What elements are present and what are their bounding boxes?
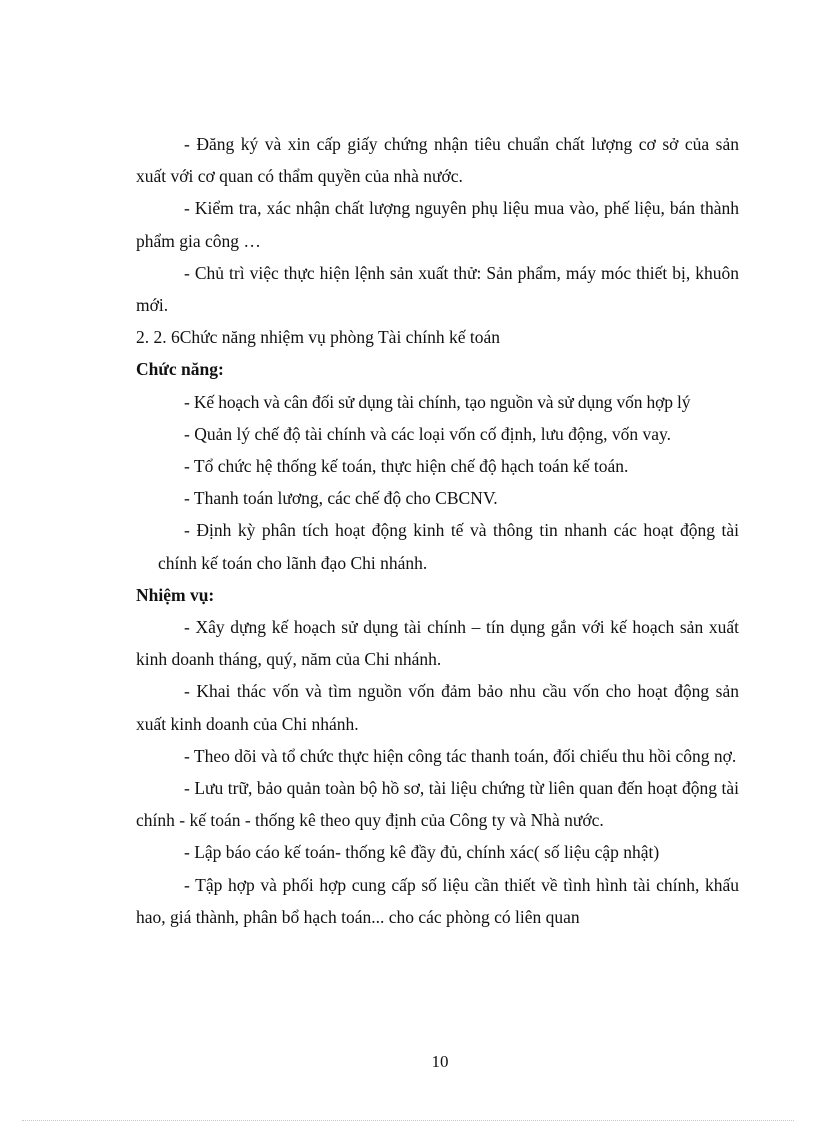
function-item: - Quản lý chế độ tài chính và các loại vốn cố định, lưu động, vốn vay. (184, 423, 672, 444)
duties-label: Nhiệm vụ: (136, 584, 215, 605)
paragraph-quality-inspection: - Kiểm tra, xác nhận chất lượng nguyên phụ liệu mua vào, phế liệu, bán thành phẩm gia công … (136, 198, 739, 251)
function-item: - Kế hoạch và cân đối sử dụng tài chính, tạo nguồn và sử dụng vốn hợp lý (184, 391, 691, 412)
duty-item: - Lập báo cáo kế toán- thống kê đầy đủ, chính xác( số liệu cập nhật) (184, 842, 660, 863)
function-item: - Tổ chức hệ thống kế toán, thực hiện chế độ hạch toán kế toán. (184, 456, 629, 477)
duty-item: - Khai thác vốn và tìm nguồn vốn đảm bảo nhu cầu vốn cho hoạt động sản xuất kinh doanh của Chi nhánh. (136, 681, 739, 734)
section-heading: 2. 2. 6Chức năng nhiệm vụ phòng Tài chính kế toán (136, 327, 500, 348)
duty-item: - Xây dựng kế hoạch sử dụng tài chính – tín dụng gắn với kế hoạch sản xuất kinh doanh tháng, quý, năm của Chi nhánh. (136, 617, 739, 670)
functions-label: Chức năng: (136, 359, 224, 380)
page-bottom-rule (22, 1120, 794, 1121)
function-item: - Thanh toán lương, các chế độ cho CBCNV. (184, 488, 498, 509)
body-text (136, 128, 739, 933)
duty-item: - Lưu trữ, bảo quản toàn bộ hồ sơ, tài liệu chứng từ liên quan đến hoạt động tài chính - kế toán - thống kê theo quy định của Công ty và Nhà nước. (136, 778, 739, 831)
duty-item: - Tập hợp và phối hợp cung cấp số liệu cần thiết về tình hình tài chính, khấu hao, giá thành, phân bổ hạch toán... cho các phòng có liên quan (136, 874, 739, 927)
duty-item: - Theo dõi và tổ chức thực hiện công tác thanh toán, đối chiếu thu hồi công nợ. (184, 745, 737, 766)
paragraph-quality-registration: - Đăng ký và xin cấp giấy chứng nhận tiêu chuẩn chất lượng cơ sở của sản xuất với cơ quan có thẩm quyền của nhà nước. (136, 134, 739, 187)
function-item: - Định kỳ phân tích hoạt động kinh tế và thông tin nhanh các hoạt động tài chính kế toán cho lãnh đạo Chi nhánh. (158, 520, 739, 573)
paragraph-trial-production: - Chủ trì việc thực hiện lệnh sản xuất thử: Sản phẩm, máy móc thiết bị, khuôn mới. (136, 262, 739, 316)
page-number: 10 (431, 1052, 449, 1071)
